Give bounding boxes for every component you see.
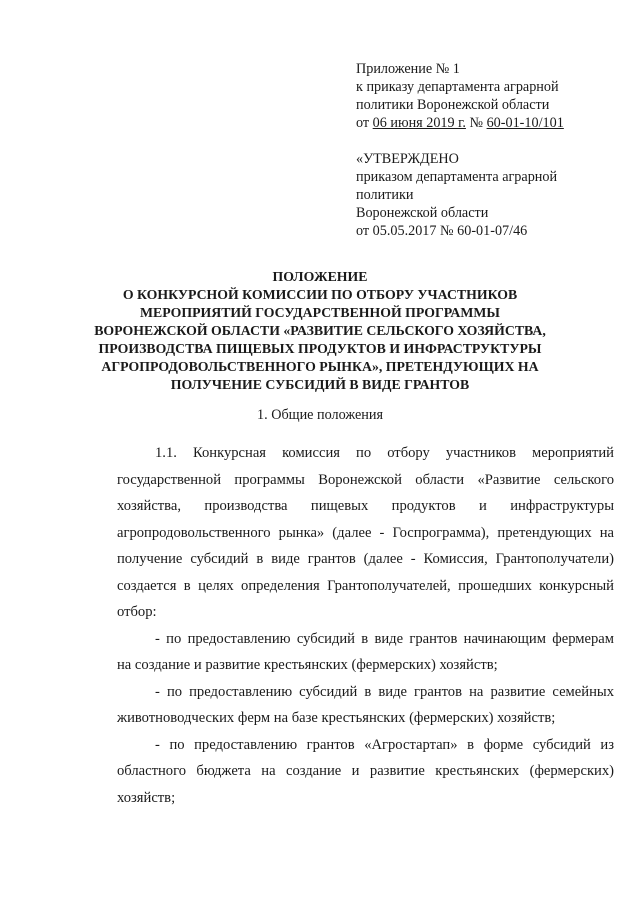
approval-line-3: политики [356,187,414,203]
approval-block [356,150,626,240]
appendix-line-3: политики Воронежской области [356,97,550,113]
title-line-5: ПРОИЗВОДСТВА ПИЩЕВЫХ ПРОДУКТОВ И ИНФРАСТРУКТУРЫ [98,341,542,356]
body-line-2: государственной программы Воронежской области «Развитие сельского [117,471,614,488]
approval-line-1: «УТВЕРЖДЕНО [356,151,459,167]
body-text [117,440,614,811]
appendix-prefix: от [356,115,373,131]
body-line-9: на создание и развитие крестьянских (фермерских) хозяйств; [117,657,498,673]
body-line-4: агропродовольственного рынка» (далее - Госпрограмма), претендующих на [117,524,614,541]
document-title [90,268,550,394]
body-line-1: 1.1. Конкурсная комиссия по отбору участников мероприятий [155,445,614,461]
appendix-number-sign: № [465,115,487,131]
body-line-6: создается в целях определения Грантополучателей, прошедших конкурсный [117,577,614,594]
appendix-line-4 [356,114,626,132]
body-line-7: отбор: [117,604,157,620]
body-line-8: - по предоставлению субсидий в виде грантов начинающим фермерам [155,630,614,647]
body-line-5: получение субсидий в виде грантов (далее - Комиссия, Грантополучатели) [117,551,614,567]
appendix-number: 60-01-10/101 [486,115,564,131]
approval-line-5: от 05.05.2017 № 60-01-07/46 [356,223,528,239]
title-line-3: МЕРОПРИЯТИЙ ГОСУДАРСТВЕННОЙ ПРОГРАММЫ [140,305,500,320]
body-line-3: хозяйства, производства пищевых продуктов и инфраструктуры [117,498,614,514]
title-line-7: ПОЛУЧЕНИЕ СУБСИДИЙ В ВИДЕ ГРАНТОВ [170,377,470,392]
section-heading: 1. Общие положения [257,407,383,423]
appendix-block [356,60,626,132]
title-line-2: О КОНКУРСНОЙ КОМИССИИ ПО ОТБОРУ УЧАСТНИКОВ [122,287,518,302]
appendix-date: 06 июня 2019 г. [372,115,466,131]
body-line-13: областного бюджета на создание и развитие крестьянских (фермерских) [117,763,614,779]
approval-line-4: Воронежской области [356,205,489,221]
title-line-1: ПОЛОЖЕНИЕ [272,269,368,284]
body-line-12: - по предоставлению грантов «Агростартап» в форме субсидий из [155,736,614,753]
body-line-14: хозяйств; [117,789,176,806]
title-line-4: ВОРОНЕЖСКОЙ ОБЛАСТИ «РАЗВИТИЕ СЕЛЬСКОГО ХОЗЯЙСТВА, [94,323,546,338]
appendix-line-2: к приказу департамента аграрной [356,79,559,95]
title-line-6: АГРОПРОДОВОЛЬСТВЕННОГО РЫНКА», ПРЕТЕНДУЮЩИХ НА [101,359,539,374]
approval-line-2: приказом департамента аграрной [356,169,558,185]
body-line-11: животноводческих ферм на базе крестьянских (фермерских) хозяйств; [117,710,556,726]
appendix-line-1: Приложение № 1 [356,61,460,77]
body-line-10: - по предоставлению субсидий в виде грантов на развитие семейных [155,683,614,700]
